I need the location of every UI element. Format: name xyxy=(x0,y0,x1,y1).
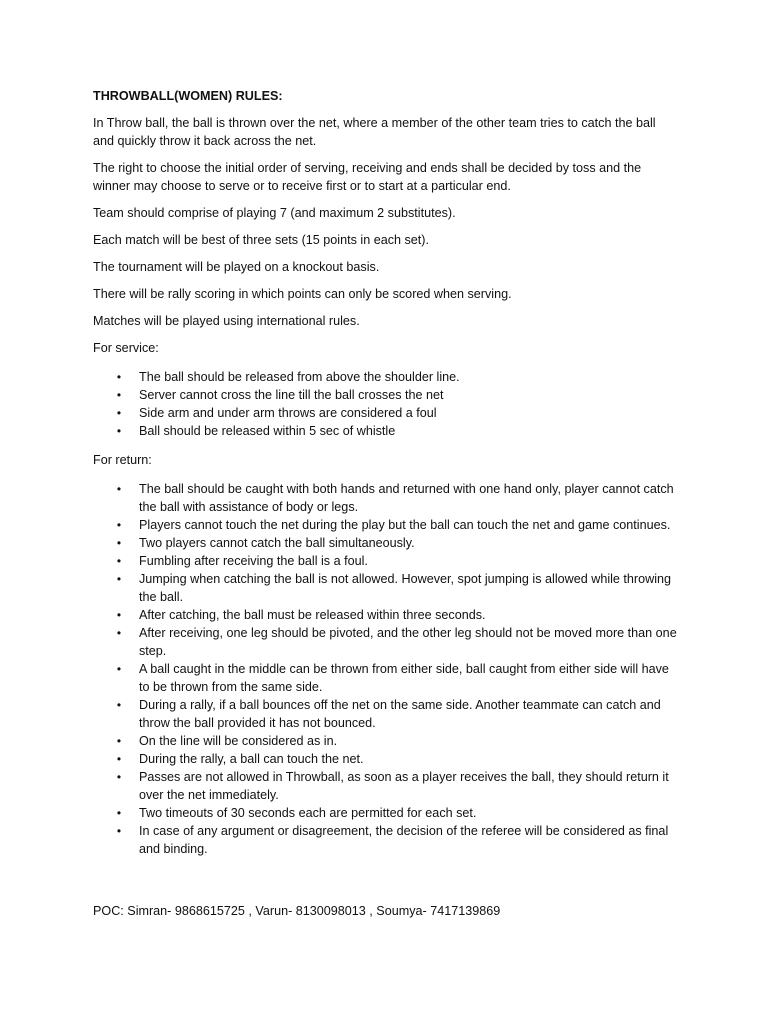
return-rules-list xyxy=(93,480,678,858)
list-item-text: Players cannot touch the net during the play but the ball can touch the net and game continues. xyxy=(139,518,671,532)
list-item-text: Side arm and under arm throws are considered a foul xyxy=(139,406,437,420)
paragraph-scoring: There will be rally scoring in which points can only be scored when serving. xyxy=(93,287,512,301)
list-item xyxy=(93,386,678,404)
return-heading: For return: xyxy=(93,453,152,467)
list-item xyxy=(93,422,678,440)
list-item xyxy=(93,480,678,516)
paragraph-rules: Matches will be played using international rules. xyxy=(93,314,360,328)
list-item-text: A ball caught in the middle can be thrown from either side, ball caught from either side will have to be thrown from the same side. xyxy=(139,662,669,694)
bullet-icon: • xyxy=(116,752,122,766)
list-item-text: Fumbling after receiving the ball is a foul. xyxy=(139,554,368,568)
paragraph-tournament-format: The tournament will be played on a knockout basis. xyxy=(93,260,380,274)
list-item-text: On the line will be considered as in. xyxy=(139,734,338,748)
list-item-text: Ball should be released within 5 sec of whistle xyxy=(139,424,396,438)
bullet-icon: • xyxy=(116,518,122,532)
list-item-text: Server cannot cross the line till the ball crosses the net xyxy=(139,388,444,402)
bullet-icon: • xyxy=(116,388,122,402)
list-item xyxy=(93,404,678,422)
bullet-icon: • xyxy=(116,806,122,820)
bullet-icon: • xyxy=(116,608,122,622)
paragraph-team-size: Team should comprise of playing 7 (and maximum 2 substitutes). xyxy=(93,206,456,220)
list-item-text: Two timeouts of 30 seconds each are permitted for each set. xyxy=(139,806,477,820)
bullet-icon: • xyxy=(116,536,122,550)
document-body xyxy=(93,87,678,869)
list-item xyxy=(93,606,678,624)
poc-contacts: POC: Simran- 9868615725 , Varun- 8130098013 , Soumya- 7417139869 xyxy=(93,904,501,918)
list-item-text: Jumping when catching the ball is not allowed. However, spot jumping is allowed while throwing the ball. xyxy=(139,572,672,604)
list-item xyxy=(93,368,678,386)
bullet-icon: • xyxy=(116,770,122,784)
service-heading: For service: xyxy=(93,341,159,355)
bullet-icon: • xyxy=(116,824,122,838)
list-item xyxy=(93,732,678,750)
paragraph-match-format: Each match will be best of three sets (15 points in each set). xyxy=(93,233,430,247)
list-item xyxy=(93,660,678,696)
list-item-text: After catching, the ball must be released within three seconds. xyxy=(139,608,486,622)
bullet-icon: • xyxy=(116,554,122,568)
bullet-icon: • xyxy=(116,482,122,496)
paragraph-toss: The right to choose the initial order of serving, receiving and ends shall be decided by toss and the winner may choose to serve or to receive first or to start at a particular end. xyxy=(93,161,642,193)
list-item-text: During a rally, if a ball bounces off the net on the same side. Another teammate can catch and throw the ball provided it has not bounced. xyxy=(139,698,661,730)
bullet-icon: • xyxy=(116,734,122,748)
bullet-icon: • xyxy=(116,662,122,676)
paragraph-intro: In Throw ball, the ball is thrown over the net, where a member of the other team tries to catch the ball and quickly throw it back across the net. xyxy=(93,116,656,148)
list-item xyxy=(93,750,678,768)
list-item-text: During the rally, a ball can touch the net. xyxy=(139,752,364,766)
list-item xyxy=(93,534,678,552)
service-rules-list xyxy=(93,368,678,440)
list-item-text: The ball should be caught with both hands and returned with one hand only, player cannot catch the ball with assistance of body or legs. xyxy=(139,482,674,514)
list-item xyxy=(93,696,678,732)
document-title: THROWBALL(WOMEN) RULES: xyxy=(93,89,283,103)
list-item-text: The ball should be released from above the shoulder line. xyxy=(139,370,460,384)
list-item-text: Passes are not allowed in Throwball, as soon as a player receives the ball, they should return it over the net immediately. xyxy=(139,770,669,802)
list-item xyxy=(93,804,678,822)
list-item-text: Two players cannot catch the ball simultaneously. xyxy=(139,536,415,550)
bullet-icon: • xyxy=(116,370,122,384)
bullet-icon: • xyxy=(116,406,122,420)
list-item xyxy=(93,822,678,858)
list-item-text: After receiving, one leg should be pivoted, and the other leg should not be moved more than one step. xyxy=(139,626,677,658)
list-item xyxy=(93,624,678,660)
list-item xyxy=(93,552,678,570)
bullet-icon: • xyxy=(116,424,122,438)
list-item xyxy=(93,570,678,606)
bullet-icon: • xyxy=(116,626,122,640)
list-item xyxy=(93,768,678,804)
list-item-text: In case of any argument or disagreement, the decision of the referee will be considered as final and binding. xyxy=(139,824,669,856)
bullet-icon: • xyxy=(116,698,122,712)
bullet-icon: • xyxy=(116,572,122,586)
list-item xyxy=(93,516,678,534)
